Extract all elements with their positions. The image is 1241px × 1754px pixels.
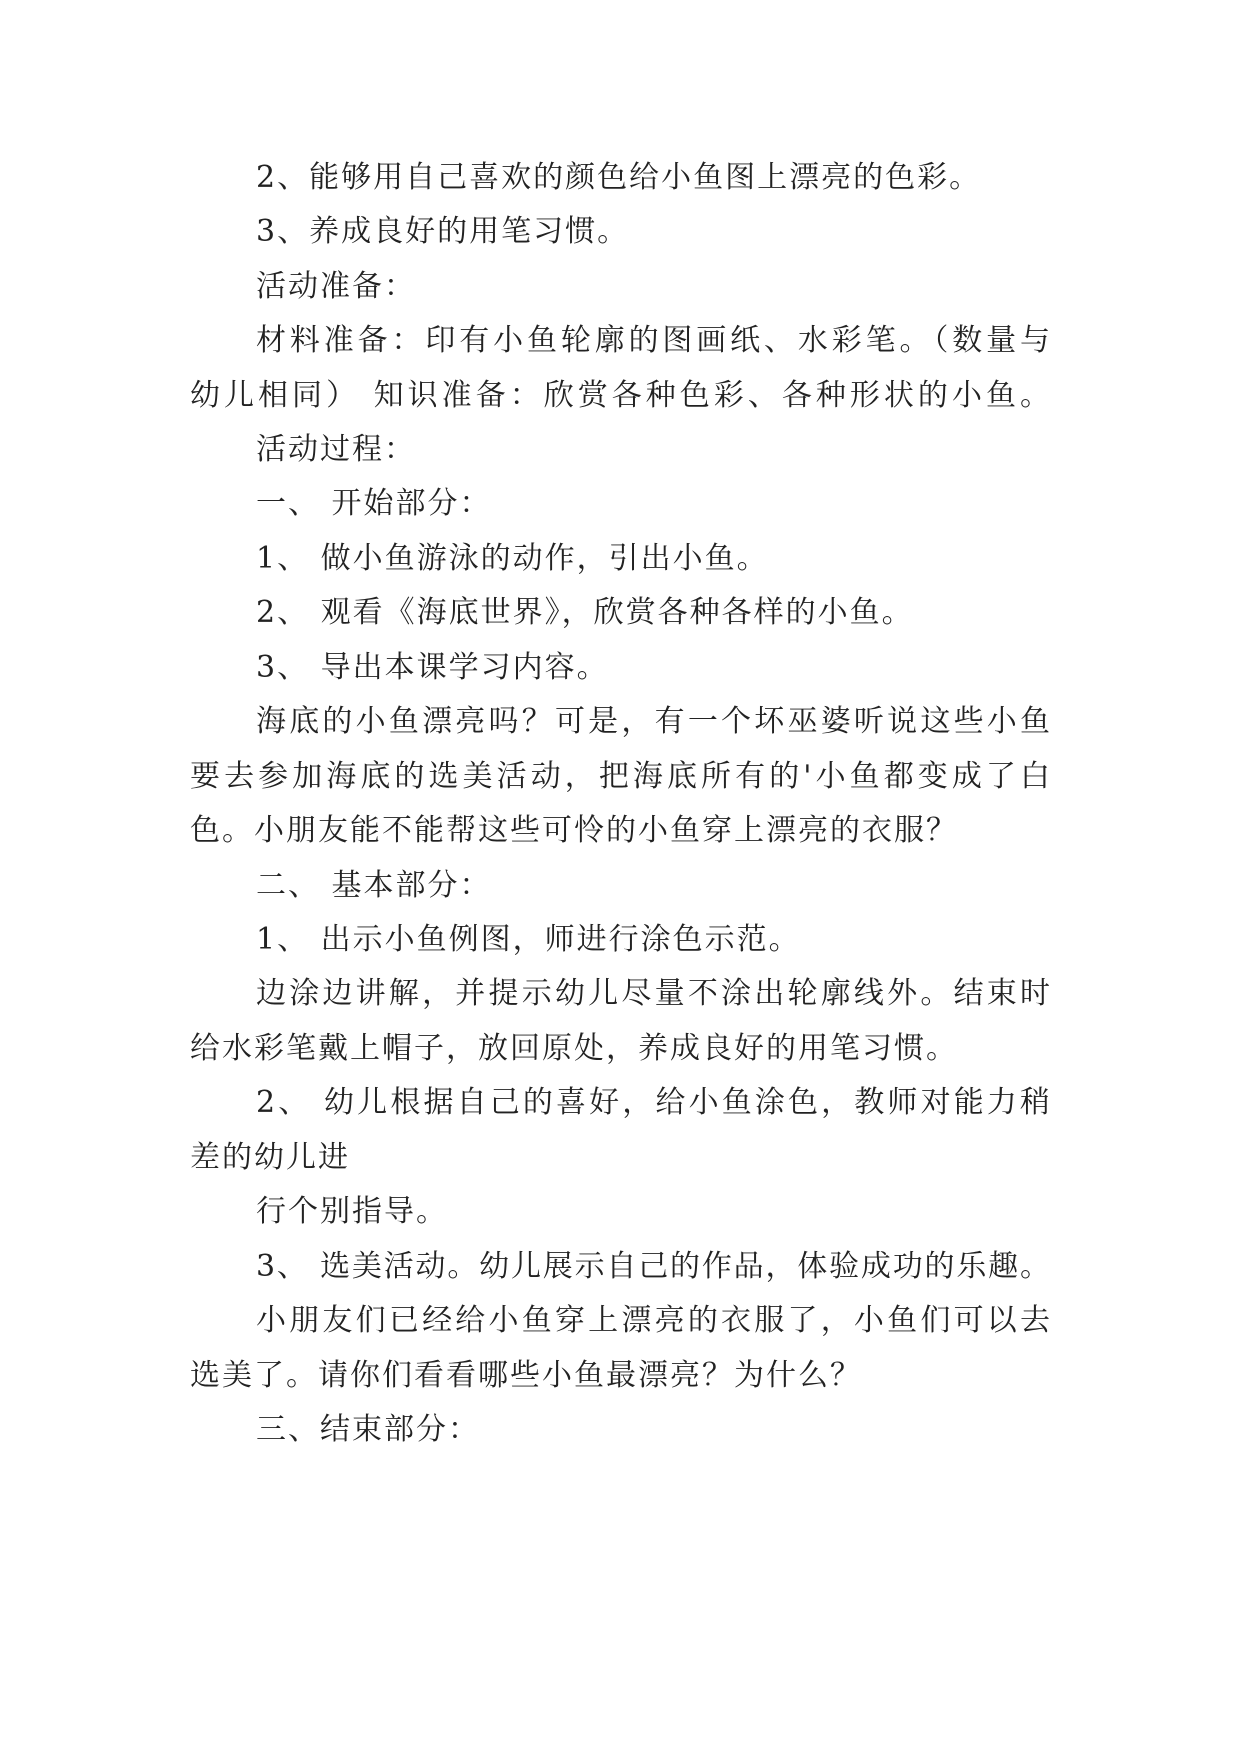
objective-line-3: 3、养成良好的用笔习惯。 — [256, 214, 630, 249]
list-item: 3、 选美活动。幼儿展示自己的作品，体验成功的乐趣。 — [256, 1249, 1050, 1284]
paragraph-line: 幼儿相同） 知识准备：欣赏各种色彩、各种形状的小鱼。 — [190, 378, 1050, 413]
paragraph-line: 差的幼儿进 — [190, 1140, 350, 1175]
paragraph-line: 色。小朋友能不能帮这些可怜的小鱼穿上漂亮的衣服？ — [190, 813, 958, 848]
paragraph-line: 行个别指导。 — [256, 1194, 448, 1229]
list-item: 1、 出示小鱼例图，师进行涂色示范。 — [256, 922, 801, 957]
list-item: 2、 观看《海底世界》，欣赏各种各样的小鱼。 — [256, 595, 914, 630]
section-heading-preparation: 活动准备： — [256, 269, 416, 304]
subheading-main: 二、 基本部分： — [256, 868, 492, 903]
paragraph-line: 给水彩笔戴上帽子，放回原处，养成良好的用笔习惯。 — [190, 1031, 958, 1066]
list-item: 1、 做小鱼游泳的动作，引出小鱼。 — [256, 541, 769, 576]
section-heading-process: 活动过程： — [256, 432, 416, 467]
paragraph-line: 小朋友们已经给小鱼穿上漂亮的衣服了，小鱼们可以去 — [256, 1303, 1050, 1338]
subheading-closing: 三、结束部分： — [256, 1412, 480, 1447]
paragraph-line: 海底的小鱼漂亮吗？可是，有一个坏巫婆听说这些小鱼 — [256, 704, 1050, 739]
paragraph-line: 选美了。请你们看看哪些小鱼最漂亮？为什么？ — [190, 1358, 862, 1393]
list-item: 2、 幼儿根据自己的喜好，给小鱼涂色，教师对能力稍 — [256, 1085, 1050, 1120]
paragraph-line: 要去参加海底的选美活动，把海底所有的'小鱼都变成了白 — [190, 759, 1050, 794]
subheading-opening: 一、 开始部分： — [256, 486, 492, 521]
list-item: 3、 导出本课学习内容。 — [256, 650, 609, 685]
paragraph-line: 材料准备：印有小鱼轮廓的图画纸、水彩笔。（数量与 — [256, 323, 1050, 358]
paragraph-line: 边涂边讲解，并提示幼儿尽量不涂出轮廓线外。结束时 — [256, 976, 1050, 1011]
objective-line-2: 2、能够用自己喜欢的颜色给小鱼图上漂亮的色彩。 — [256, 160, 982, 195]
